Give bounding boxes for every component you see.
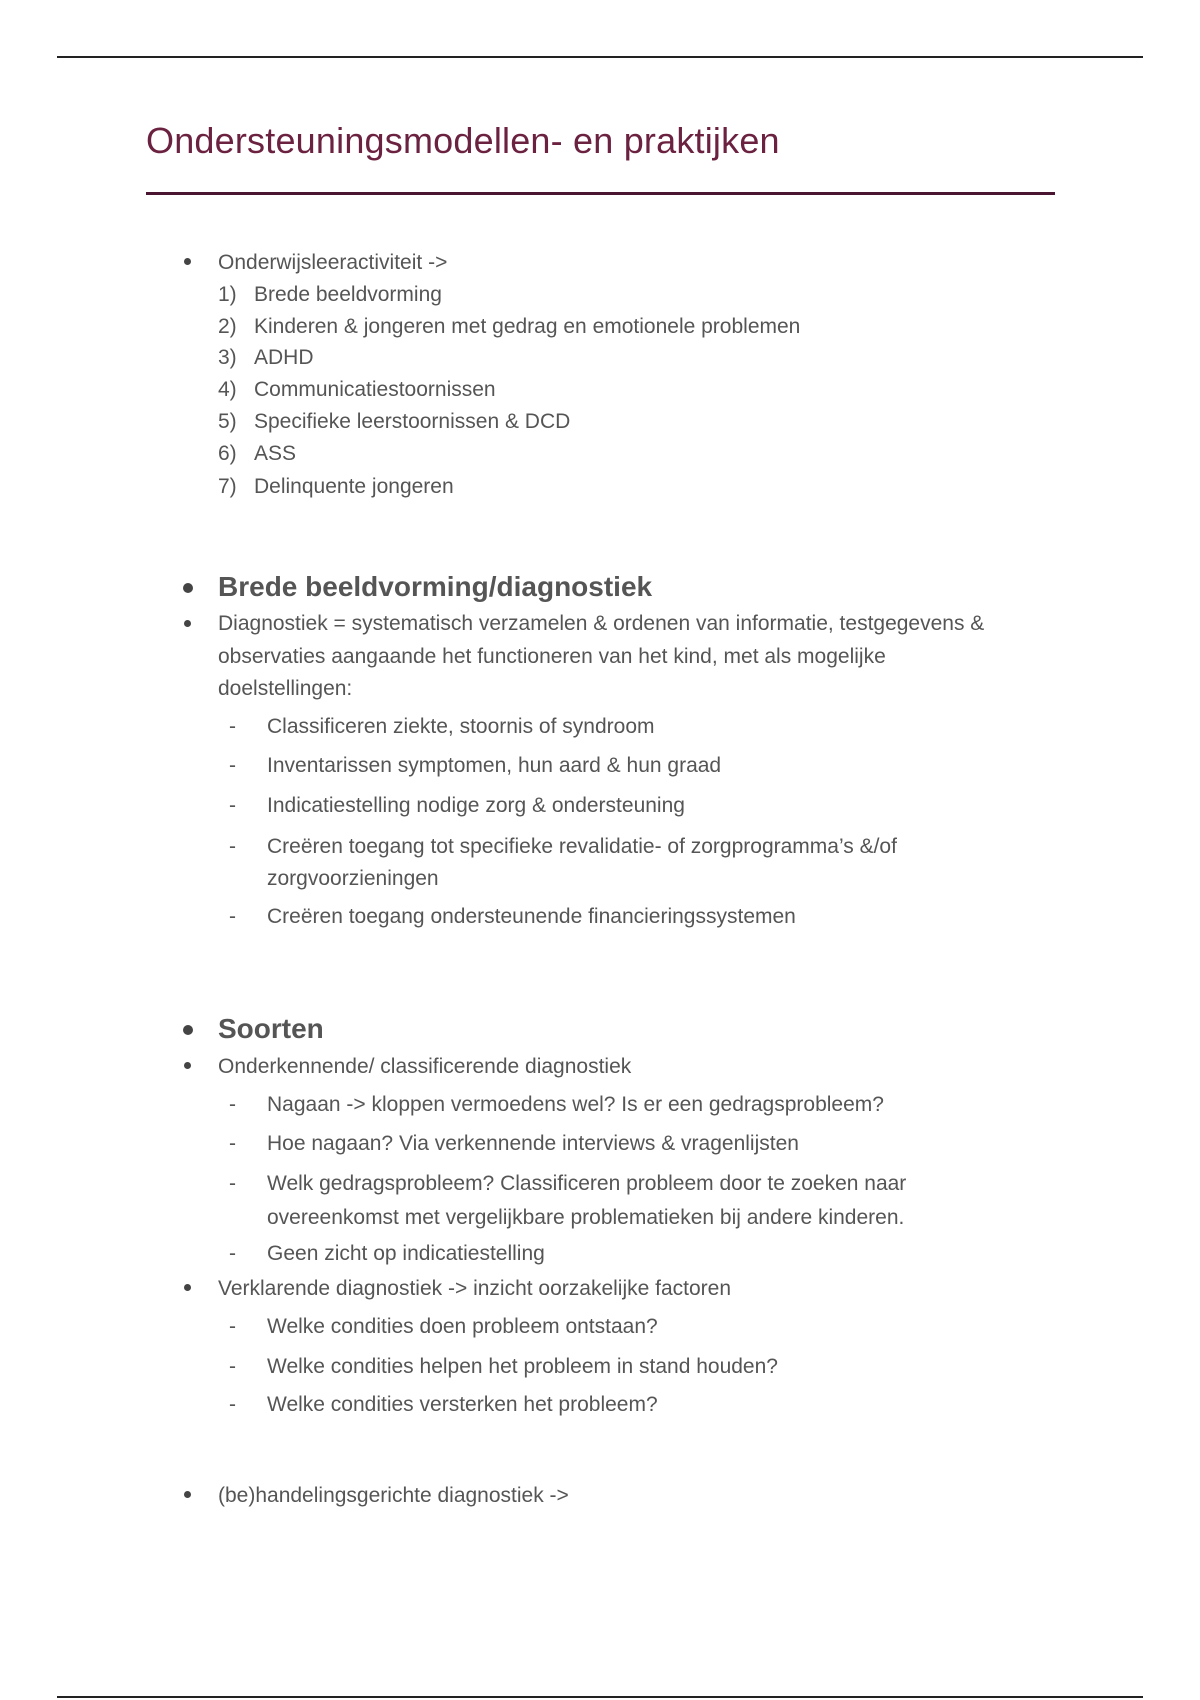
diagnostic-point: Geen zicht op indicatiestelling (267, 1242, 545, 1265)
list-item: Delinquente jongeren (254, 475, 454, 498)
bullet-icon (183, 583, 193, 593)
bullet-icon (184, 1284, 191, 1291)
dash-icon: - (229, 905, 236, 928)
dash-icon: - (229, 1093, 236, 1116)
dash-icon: - (229, 794, 236, 817)
bullet-icon (184, 258, 191, 265)
page-bottom-rule (57, 1696, 1143, 1698)
definition-line: doelstellingen: (218, 677, 353, 700)
diagnostic-point: Welke condities helpen het probleem in stand houden? (267, 1355, 778, 1378)
page-title: Ondersteuningsmodellen- en praktijken (146, 120, 780, 161)
list-item-number: 5) (218, 410, 237, 433)
bullet-icon (184, 620, 191, 627)
list-item-number: 7) (218, 475, 237, 498)
goal-item: Inventarissen symptomen, hun aard & hun graad (267, 754, 722, 777)
diagnostic-point: Hoe nagaan? Via verkennende interviews & vragenlijsten (267, 1132, 799, 1155)
dash-icon: - (229, 1172, 236, 1195)
list-item: Kinderen & jongeren met gedrag en emotionele problemen (254, 315, 801, 338)
goal-item: Creëren toegang ondersteunende financieringssystemen (267, 905, 796, 928)
section-heading: Soorten (218, 1013, 324, 1044)
page-top-rule (57, 56, 1143, 58)
list-item-number: 6) (218, 442, 237, 465)
diagnostic-point: Welke condities doen probleem ontstaan? (267, 1315, 658, 1338)
list-item: Communicatiestoornissen (254, 378, 496, 401)
dash-icon: - (229, 1315, 236, 1338)
list-item-number: 4) (218, 378, 237, 401)
dash-icon: - (229, 1242, 236, 1265)
bullet-icon (184, 1491, 191, 1498)
bullet-icon (183, 1025, 193, 1035)
list-item: Brede beeldvorming (254, 283, 442, 306)
definition-line: observaties aangaande het functioneren van het kind, met als mogelijke (218, 645, 886, 668)
dash-icon: - (229, 1355, 236, 1378)
goal-item: Creëren toegang tot specifieke revalidatie- of zorgprogramma’s &/of (267, 835, 897, 858)
diagnostic-point: Welk gedragsprobleem? Classificeren probleem door te zoeken naar (267, 1172, 907, 1195)
list-item: Specifieke leerstoornissen & DCD (254, 410, 571, 433)
list-item-number: 2) (218, 315, 237, 338)
title-underline (146, 192, 1055, 195)
dash-icon: - (229, 715, 236, 738)
diagnostic-type: Onderkennende/ classificerende diagnostiek (218, 1055, 632, 1078)
diagnostic-type: Verklarende diagnostiek -> inzicht oorzakelijke factoren (218, 1277, 732, 1300)
diagnostic-point: Welke condities versterken het probleem? (267, 1393, 658, 1416)
section-heading: Brede beeldvorming/diagnostiek (218, 571, 653, 602)
dash-icon: - (229, 1393, 236, 1416)
goal-item: Indicatiestelling nodige zorg & ondersteuning (267, 794, 685, 817)
dash-icon: - (229, 1132, 236, 1155)
list-item-number: 1) (218, 283, 237, 306)
list-item: ASS (254, 442, 297, 465)
diagnostic-type: (be)handelingsgerichte diagnostiek -> (218, 1484, 569, 1507)
dash-icon: - (229, 835, 236, 858)
list-item: ADHD (254, 346, 314, 369)
goal-item-continued: zorgvoorzieningen (267, 867, 439, 890)
bullet-icon (184, 1062, 191, 1069)
dash-icon: - (229, 754, 236, 777)
definition-line: Diagnostiek = systematisch verzamelen & ordenen van informatie, testgegevens & (218, 612, 985, 635)
diagnostic-point: Nagaan -> kloppen vermoedens wel? Is er een gedragsprobleem? (267, 1093, 884, 1116)
list-item-number: 3) (218, 346, 237, 369)
intro-label: Onderwijsleeractiviteit -> (218, 251, 448, 274)
diagnostic-point-continued: overeenkomst met vergelijkbare problematieken bij andere kinderen. (267, 1206, 905, 1229)
goal-item: Classificeren ziekte, stoornis of syndroom (267, 715, 655, 738)
